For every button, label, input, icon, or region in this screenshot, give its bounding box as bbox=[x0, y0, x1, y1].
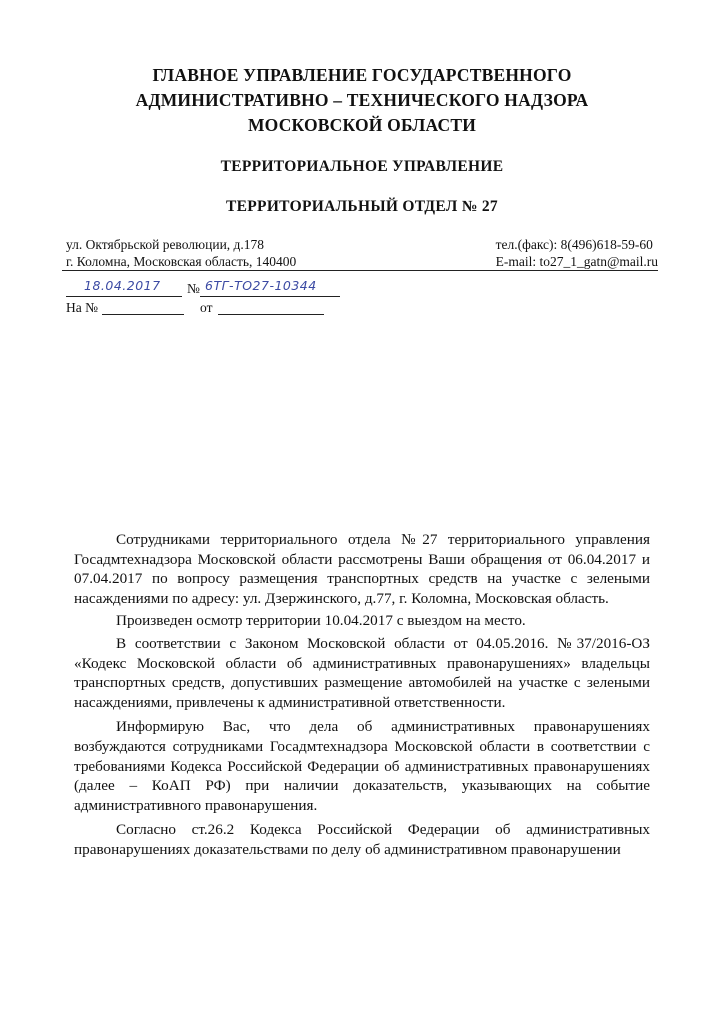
number-underline bbox=[200, 296, 340, 297]
contact-email: E-mail: to27_1_gatn@mail.ru bbox=[495, 254, 658, 269]
address-street: ул. Октябрьской революции, д.178 bbox=[66, 237, 265, 252]
letter-body bbox=[74, 530, 650, 860]
paragraph-3: В соответствии с Законом Московской области от 04.05.2016. №37/2016-ОЗ «Кодекс Московской области об административных правонарушениях» владельцы транспортных средств, допустивших размещение автомобилей на участке с зелеными насаждениями, привлечены к административной ответственности. bbox=[74, 634, 650, 711]
from-date-underline bbox=[218, 314, 324, 315]
registration-number: 6ТГ-ТО27-10344 bbox=[205, 278, 317, 293]
header-divider bbox=[62, 270, 658, 271]
from-label: от bbox=[200, 300, 213, 315]
paragraph-5: Согласно ст.26.2 Кодекса Российской Федерации об административных правонарушениях доказательствами по делу об административном правонарушении bbox=[74, 821, 650, 858]
registration-date: 18.04.2017 bbox=[84, 278, 161, 293]
address-block bbox=[66, 236, 296, 270]
org-title-line-2: АДМИНИСТРАТИВНО – ТЕХНИЧЕСКОГО НАДЗОРА bbox=[135, 90, 589, 110]
org-title-line-1: ГЛАВНОЕ УПРАВЛЕНИЕ ГОСУДАРСТВЕННОГО bbox=[152, 65, 572, 85]
address-city: г. Коломна, Московская область, 140400 bbox=[66, 254, 297, 269]
org-title-line-3: МОСКОВСКОЙ ОБЛАСТИ bbox=[247, 115, 477, 135]
territorial-department-title: ТЕРРИТОРИАЛЬНЫЙ ОТДЕЛ № 27 bbox=[226, 198, 498, 215]
territorial-administration-title: ТЕРРИТОРИАЛЬНОЕ УПРАВЛЕНИЕ bbox=[220, 158, 504, 175]
reply-number-underline bbox=[102, 314, 184, 315]
contact-block bbox=[496, 236, 658, 270]
registration-outgoing-row bbox=[66, 280, 366, 298]
paragraph-2: Произведен осмотр территории 10.04.2017 с выездом на место. bbox=[116, 612, 526, 630]
paragraph-4: Информирую Вас, что дела об административных правонарушениях возбуждаются сотрудниками Госадмтехнадзора Московской области в соответствии с требованиями Кодекса Российской Федерации об административных правонарушениях (далее – КоАП РФ) при наличии доказательств, указывающих на событие административного правонарушения. bbox=[74, 718, 650, 814]
number-label: № bbox=[187, 281, 200, 296]
contact-phone: тел.(факс): 8(496)618-59-60 bbox=[495, 237, 653, 252]
paragraph-1: Сотрудниками территориального отдела №27 территориального управления Госадмтехнадзора Московской области рассмотрены Ваши обращения от 06.04.2017 и 07.04.2017 по вопросу размещения транспортных средств на участке с зелеными насаждениями по адресу: ул. Дзержинского, д.77, г. Коломна, Московская область. bbox=[74, 531, 650, 607]
date-underline bbox=[66, 296, 182, 297]
reply-to-label: На № bbox=[66, 300, 98, 315]
registration-reply-row bbox=[66, 300, 366, 318]
